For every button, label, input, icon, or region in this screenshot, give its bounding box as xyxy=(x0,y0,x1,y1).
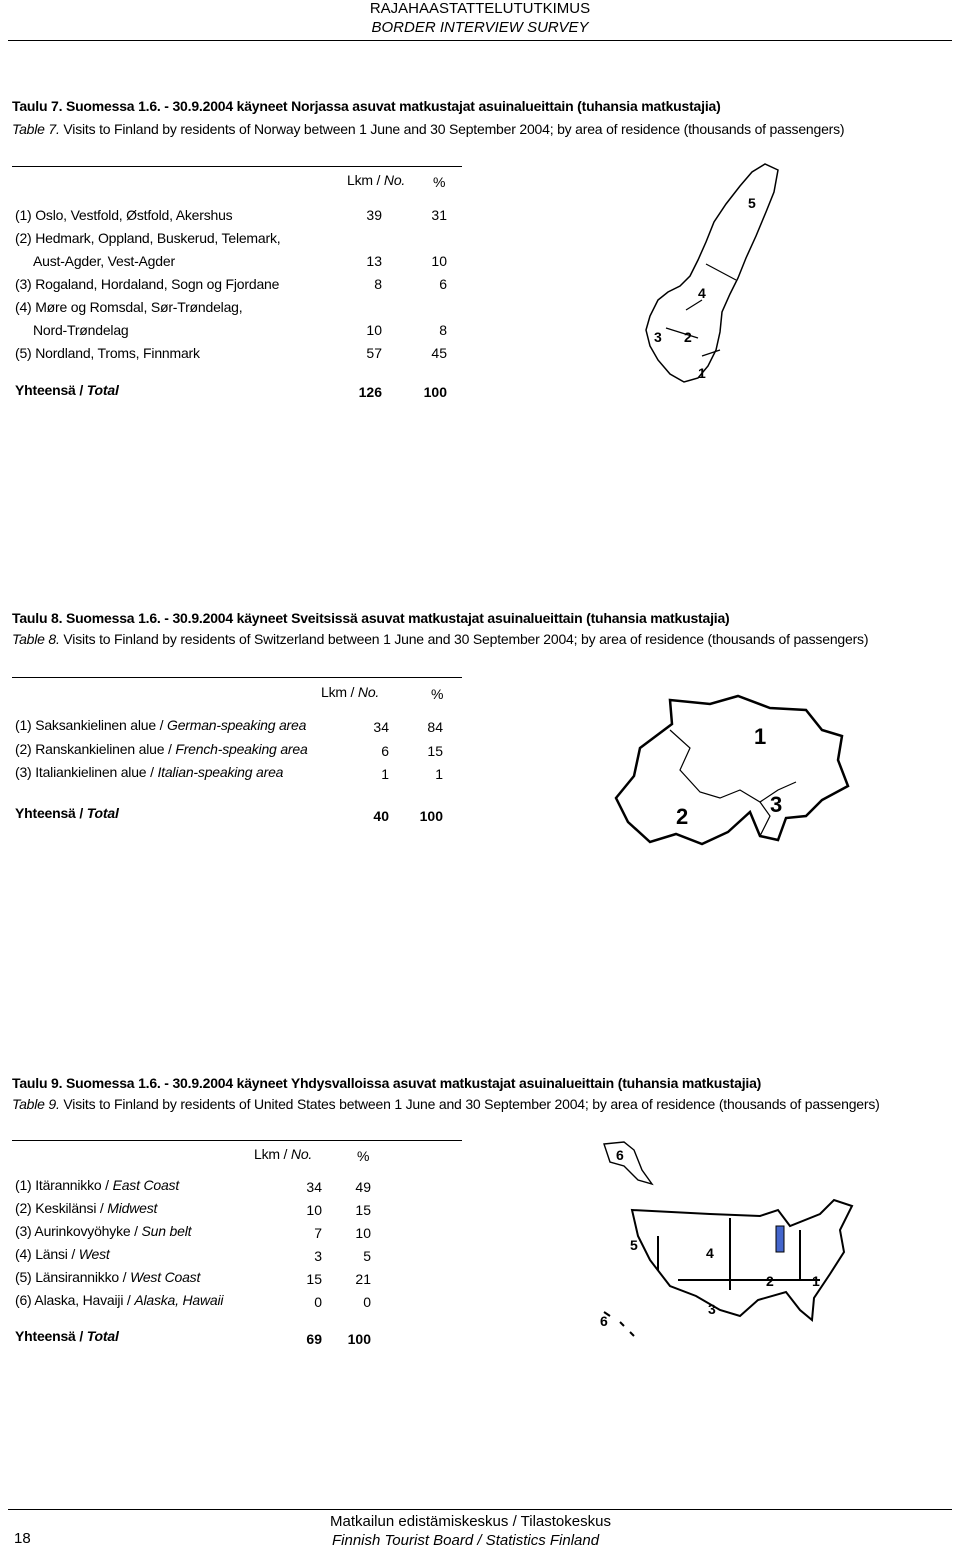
table-row-pct: 15 xyxy=(427,743,443,759)
table-row-pct: 1 xyxy=(435,766,443,782)
switzerland-region-map xyxy=(610,690,860,860)
norway-border-2-1 xyxy=(702,350,720,356)
table-row-label-fi: (3) Italiankielinen alue / xyxy=(15,764,158,780)
page-number: 18 xyxy=(14,1530,31,1547)
table-row-label: (3) Rogaland, Hordaland, Sogn og Fjordane xyxy=(15,276,280,292)
table-row-pct: 31 xyxy=(431,207,447,223)
table-row-pct: 0 xyxy=(363,1294,371,1310)
table-row-lkm: 57 xyxy=(366,345,382,361)
table-row-label-en: French-speaking area xyxy=(175,741,308,757)
table9-col-lkm-header: Lkm / No. xyxy=(254,1146,313,1162)
table-row-pct: 45 xyxy=(431,345,447,361)
usa-mainland-shape xyxy=(632,1200,852,1320)
table8-total-pct: 100 xyxy=(419,808,443,824)
table-row-lkm: 34 xyxy=(306,1179,322,1195)
footer-rule xyxy=(8,1509,952,1510)
table-row-label: Aust-Agder, Vest-Agder xyxy=(33,253,175,269)
table-row-label xyxy=(15,1200,157,1216)
table-row-label-fi: (6) Alaska, Havaiji / xyxy=(15,1292,135,1308)
switzerland-map-label-3: 3 xyxy=(770,792,783,817)
table8-total-lkm: 40 xyxy=(373,808,389,824)
switzerland-language-border-2 xyxy=(760,802,770,836)
table-row-lkm: 7 xyxy=(314,1225,322,1241)
table9-title-en: Table 9. Visits to Finland by residents of United States between 1 June and 30 September 2004; by area of residence (thousands of passengers) xyxy=(12,1096,880,1112)
table-row-label-fi: (2) Keskilänsi / xyxy=(15,1200,108,1216)
norway-border-4-5 xyxy=(706,264,736,280)
norway-map-label-3: 3 xyxy=(654,329,662,345)
hawaii-shape xyxy=(604,1312,634,1336)
report-series-title: RAJAHAASTATTELUTUTKIMUS xyxy=(369,0,591,17)
table9-col-pct-header: % xyxy=(357,1148,370,1164)
header-rule xyxy=(8,40,952,41)
usa-map-label-4: 4 xyxy=(706,1245,714,1261)
table7-total-label: Yhteensä / Total xyxy=(15,382,119,398)
table-row-lkm: 6 xyxy=(381,743,389,759)
table9-top-rule xyxy=(12,1140,462,1141)
table-row-label-fi: (4) Länsi / xyxy=(15,1246,79,1262)
usa-map-label-1: 1 xyxy=(812,1273,820,1289)
table9-title-fi: Taulu 9. Suomessa 1.6. - 30.9.2004 käyneet Yhdysvalloissa asuvat matkustajat asuinalueittain (tuhansia matkustajia) xyxy=(12,1075,762,1091)
table-row-label: Nord-Trøndelag xyxy=(33,322,129,338)
usa-region-map xyxy=(590,1140,870,1355)
norway-map-label-4: 4 xyxy=(698,285,706,301)
usa-map-label-6-hawaii: 6 xyxy=(600,1313,608,1329)
table8-top-rule xyxy=(12,677,462,678)
table8-title-fi: Taulu 8. Suomessa 1.6. - 30.9.2004 käyneet Sveitsissä asuvat matkustajat asuinalueittain (tuhansia matkustajia) xyxy=(12,610,730,626)
table-row-label-en: Italian-speaking area xyxy=(157,764,284,780)
table-row-lkm: 13 xyxy=(366,253,382,269)
table-row-lkm: 15 xyxy=(306,1271,322,1287)
table8-total-label: Yhteensä / Total xyxy=(15,805,119,821)
table-row-label xyxy=(15,1269,200,1285)
switzerland-map-label-1: 1 xyxy=(754,724,767,749)
table-row-label xyxy=(15,1223,191,1239)
table-row-pct: 10 xyxy=(431,253,447,269)
table-row-label: (5) Nordland, Troms, Finnmark xyxy=(15,345,200,361)
table-row-label-en: Midwest xyxy=(107,1200,158,1216)
table9-total-label: Yhteensä / Total xyxy=(15,1328,119,1344)
table7-title-fi: Taulu 7. Suomessa 1.6. - 30.9.2004 käyneet Norjassa asuvat matkustajat asuinalueittain (tuhansia matkustajia) xyxy=(12,98,721,114)
usa-map-label-3: 3 xyxy=(708,1301,716,1317)
table8-col-pct-header: % xyxy=(431,686,444,702)
norway-border-3-2 xyxy=(666,328,698,338)
table7-title-en: Table 7. Visits to Finland by residents of Norway between 1 June and 30 September 2004; by area of residence (thousands of passengers) xyxy=(12,121,845,137)
table-row-lkm: 10 xyxy=(366,322,382,338)
table-row-label-en: East Coast xyxy=(112,1177,180,1193)
usa-map-label-2: 2 xyxy=(766,1273,774,1289)
table-row-lkm: 34 xyxy=(373,719,389,735)
lake-michigan-shape xyxy=(776,1226,784,1252)
norway-border-4-3 xyxy=(686,300,702,310)
table-row-label-en: Sun belt xyxy=(141,1223,192,1239)
norway-map-label-1: 1 xyxy=(698,365,706,381)
table-row-lkm: 8 xyxy=(374,276,382,292)
footer-org-en: Finnish Tourist Board / Statistics Finland xyxy=(332,1532,600,1549)
table-row-label xyxy=(15,1246,110,1262)
table-row-label-en: Alaska, Hawaii xyxy=(134,1292,224,1308)
table-row-label-fi: (2) Ranskankielinen alue / xyxy=(15,741,176,757)
table7-top-rule xyxy=(12,166,462,167)
table-row-label xyxy=(15,717,306,733)
norway-region-map xyxy=(640,160,780,390)
table-row-label-fi: (3) Aurinkovyöhyke / xyxy=(15,1223,142,1239)
table-row-pct: 15 xyxy=(355,1202,371,1218)
table-row-pct: 21 xyxy=(355,1271,371,1287)
table-row-lkm: 10 xyxy=(306,1202,322,1218)
table-row-lkm: 39 xyxy=(366,207,382,223)
table8-col-lkm-header: Lkm / No. xyxy=(321,684,380,700)
table-row-label-en: German-speaking area xyxy=(167,717,307,733)
table-row-lkm: 3 xyxy=(314,1248,322,1264)
table-row-label-fi: (1) Itärannikko / xyxy=(15,1177,113,1193)
table-row-label xyxy=(15,1292,223,1308)
norway-map-label-2: 2 xyxy=(684,329,692,345)
usa-map-label-6-alaska: 6 xyxy=(616,1147,624,1163)
table7-col-pct-header: % xyxy=(433,174,446,190)
norway-outline-shape xyxy=(646,164,778,382)
table-row-label xyxy=(15,764,283,780)
table-row-pct: 10 xyxy=(355,1225,371,1241)
table-row-label: (1) Oslo, Vestfold, Østfold, Akershus xyxy=(15,207,233,223)
report-series-subtitle: BORDER INTERVIEW SURVEY xyxy=(371,19,589,36)
table-row-pct: 49 xyxy=(355,1179,371,1195)
norway-map-label-5: 5 xyxy=(748,195,756,211)
table-row-label-en: West Coast xyxy=(130,1269,201,1285)
table-row-pct: 6 xyxy=(439,276,447,292)
table-row-label: (2) Hedmark, Oppland, Buskerud, Telemark, xyxy=(15,230,281,246)
table7-col-lkm-header: Lkm / No. xyxy=(347,172,406,188)
table-row-lkm: 1 xyxy=(381,766,389,782)
alaska-shape xyxy=(604,1142,652,1184)
table-row-pct: 84 xyxy=(427,719,443,735)
table9-total-pct: 100 xyxy=(347,1331,371,1347)
table-row-label-en: West xyxy=(78,1246,110,1262)
switzerland-map-label-2: 2 xyxy=(676,804,689,829)
table-row-pct: 8 xyxy=(439,322,447,338)
table-row-label-fi: (5) Länsirannikko / xyxy=(15,1269,131,1285)
table8-title-en: Table 8. Visits to Finland by residents of Switzerland between 1 June and 30 September 2004; by area of residence (thousands of passengers) xyxy=(12,631,869,647)
table-row-label xyxy=(15,1177,179,1193)
table7-total-pct: 100 xyxy=(423,384,447,400)
table7-total-lkm: 126 xyxy=(358,384,382,400)
table-row-lkm: 0 xyxy=(314,1294,322,1310)
table-row-pct: 5 xyxy=(363,1248,371,1264)
footer-org-fi: Matkailun edistämiskeskus / Tilastokeskus xyxy=(330,1513,611,1530)
table-row-label: (4) Møre og Romsdal, Sør-Trøndelag, xyxy=(15,299,243,315)
table-row-label xyxy=(15,741,308,757)
table9-total-lkm: 69 xyxy=(306,1331,322,1347)
table-row-label-fi: (1) Saksankielinen alue / xyxy=(15,717,167,733)
switzerland-outline-shape xyxy=(616,696,848,844)
usa-map-label-5: 5 xyxy=(630,1237,638,1253)
